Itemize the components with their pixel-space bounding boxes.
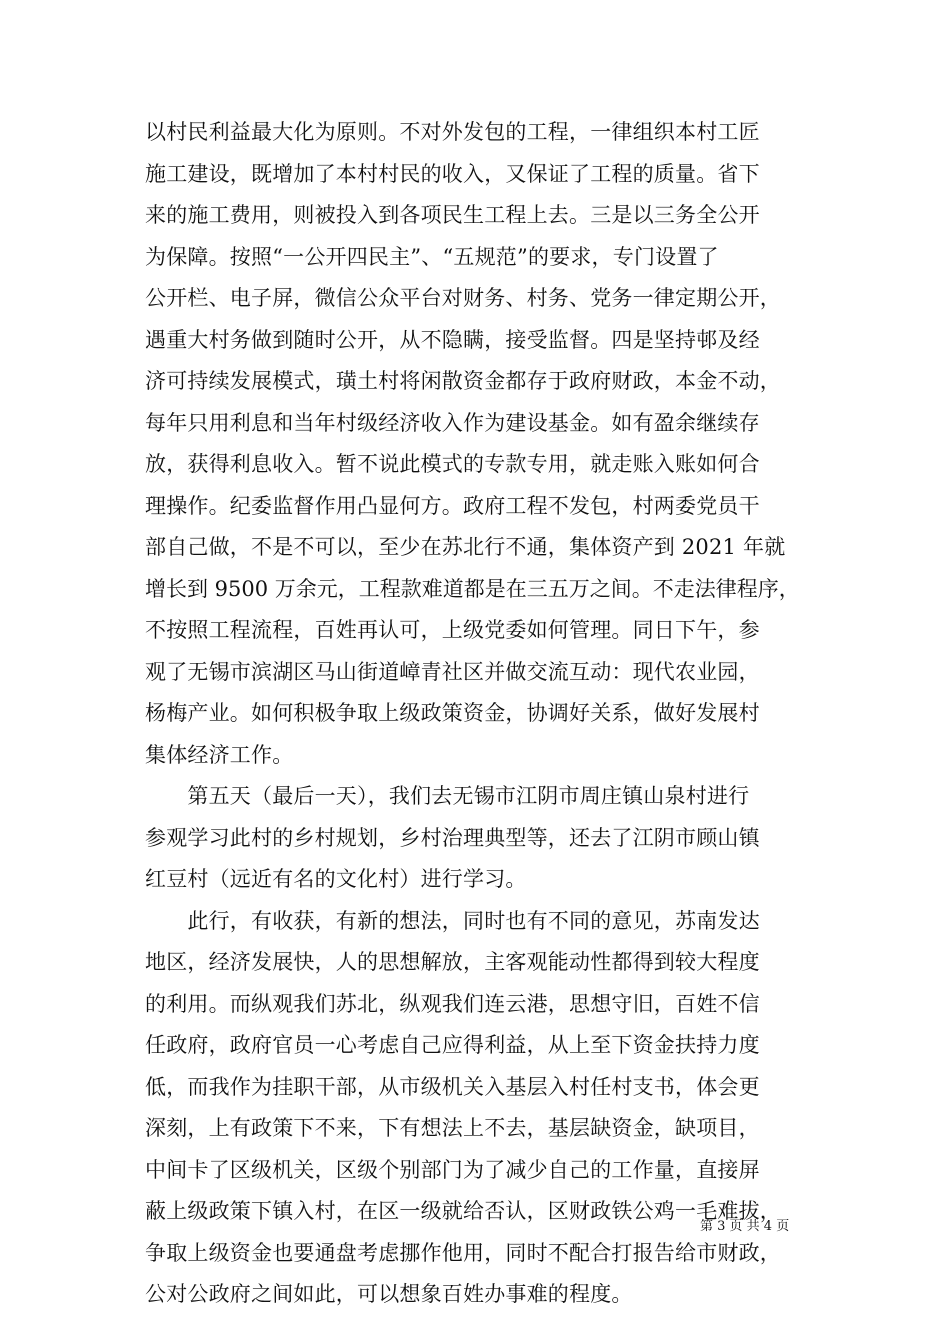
text-line: 杨梅产业。如何积极争取上级政策资金，协调好关系，做好发展村 [145, 701, 760, 725]
text-line: 来的施工费用，则被投入到各项民生工程上去。三是以三务全公开 [145, 203, 760, 227]
text-line: 每年只用利息和当年村级经济收入作为建设基金。如有盈余继续存 [145, 410, 760, 435]
text-line: 参观学习此村的乡村规划，乡村治理典型等，还去了江阴市顾山镇 [145, 825, 760, 850]
text-line: 增长到 9500 万余元，工程款难道都是在三五万之间。不走法律程序， [145, 576, 800, 601]
text-line: 放，获得利息收入。暂不说此模式的专款专用，就走账入账如何合 [145, 452, 760, 476]
text-line: 为保障。按照“一公开四民主”、“五规范”的要求，专门设置了 [145, 244, 719, 269]
text-line: 此行，有收获，有新的想法，同时也有不同的意见，苏南发达 [145, 908, 760, 933]
text-line: 施工建设，既增加了本村村民的收入，又保证了工程的质量。省下 [145, 161, 760, 186]
text-line: 理操作。纪委监督作用凸显何方。政府工程不发包，村两委党员干 [145, 493, 760, 518]
text-line: 中间卡了区级机关，区级个别部门为了减少自己的工作量，直接屏 [145, 1157, 760, 1182]
text-line: 集体经济工作。 [145, 742, 294, 767]
page-number-footer: 第 3 页 共 4 页 [700, 1219, 790, 1234]
text-line: 深刻，上有政策下不来，下有想法上不去，基层缺资金，缺项目， [145, 1116, 760, 1140]
text-line: 第五天（最后一天），我们去无锡市江阴市周庄镇山泉村进行 [145, 784, 750, 808]
text-line: 争取上级资金也要通盘考虑挪作他用，同时不配合打报告给市财政， [145, 1240, 781, 1265]
text-line: 部自己做，不是不可以，至少在苏北行不通，集体资产到 2021 年就 [145, 535, 786, 559]
text-line: 以村民利益最大化为原则。不对外发包的工程，一律组织本村工匠 [145, 120, 760, 144]
text-line: 济可持续发展模式，璜土村将闲散资金都存于政府财政，本金不动， [145, 369, 781, 393]
text-line: 公对公政府之间如此，可以想象百姓办事难的程度。 [145, 1282, 633, 1306]
text-line: 红豆村（远近有名的文化村）进行学习。 [145, 867, 527, 891]
text-line: 遇重大村务做到随时公开，从不隐瞒，接受监督。四是坚持邨及经 [145, 327, 760, 352]
text-line: 地区，经济发展快，人的思想解放，主客观能动性都得到较大程度 [145, 950, 760, 974]
text-line: 低，而我作为挂职干部，从市级机关入基层入村任村支书，体会更 [145, 1074, 760, 1099]
text-line: 蔽上级政策下镇入村，在区一级就给否认，区财政铁公鸡一毛难拔， [145, 1199, 781, 1223]
text-line: 公开栏、电子屏，微信公众平台对财务、村务、党务一律定期公开， [145, 286, 781, 310]
text-line: 不按照工程流程，百姓再认可，上级党委如何管理。同日下午，参 [145, 618, 760, 642]
text-line: 的利用。而纵观我们苏北，纵观我们连云港，思想守旧，百姓不信 [145, 991, 760, 1016]
body-text [145, 112, 805, 1316]
text-line: 观了无锡市滨湖区马山街道嶂青社区并做交流互动：现代农业园， [145, 659, 760, 684]
text-line: 任政府，政府官员一心考虑自己应得利益，从上至下资金扶持力度 [145, 1033, 760, 1057]
